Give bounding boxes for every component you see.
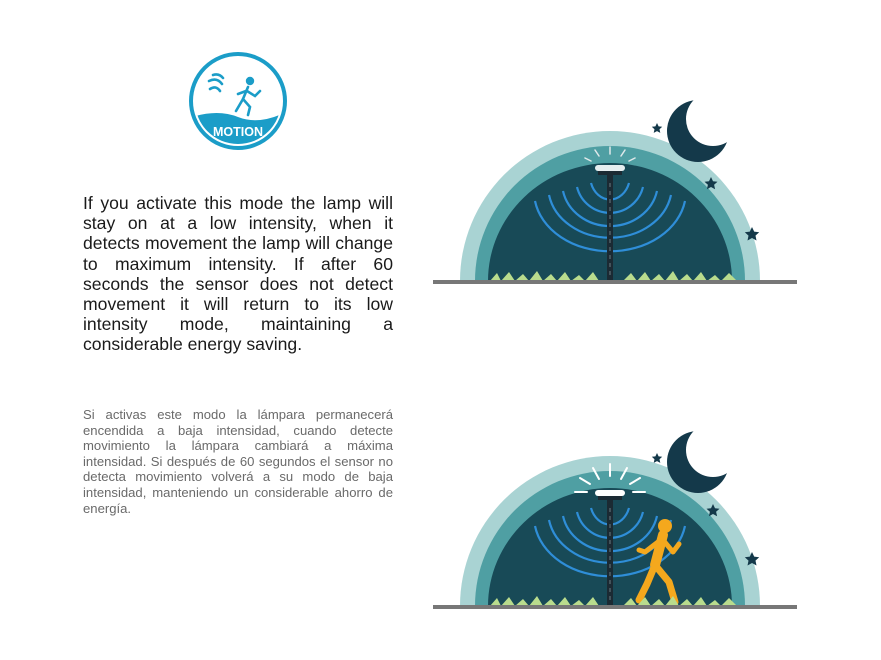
lamp-motion-scene xyxy=(425,420,805,620)
lamp-idle-scene xyxy=(425,95,805,295)
badge-label: MOTION xyxy=(213,125,263,139)
description-english: If you activate this mode the lamp will stay on at a low intensity, when it detects movement the lamp will change to maximum intensity. If after 60 seconds the sensor does not detect movement it will return to its low intensity mode, maintaining a considerable energy saving. xyxy=(83,193,393,355)
moon-icon xyxy=(667,423,740,493)
ground-line xyxy=(433,605,797,609)
description-spanish: Si activas este modo la lámpara permanecerá encendida a baja intensidad, cuando detecte movimiento la lámpara cambiará a máxima intensidad. Si después de 60 segundos el sensor no detecta movimiento volverá a su modo de baja intensidad, manteniendo un considerable ahorro de energía. xyxy=(83,407,393,516)
motion-badge xyxy=(188,51,288,151)
moon-icon xyxy=(667,95,740,162)
ground-line xyxy=(433,280,797,284)
